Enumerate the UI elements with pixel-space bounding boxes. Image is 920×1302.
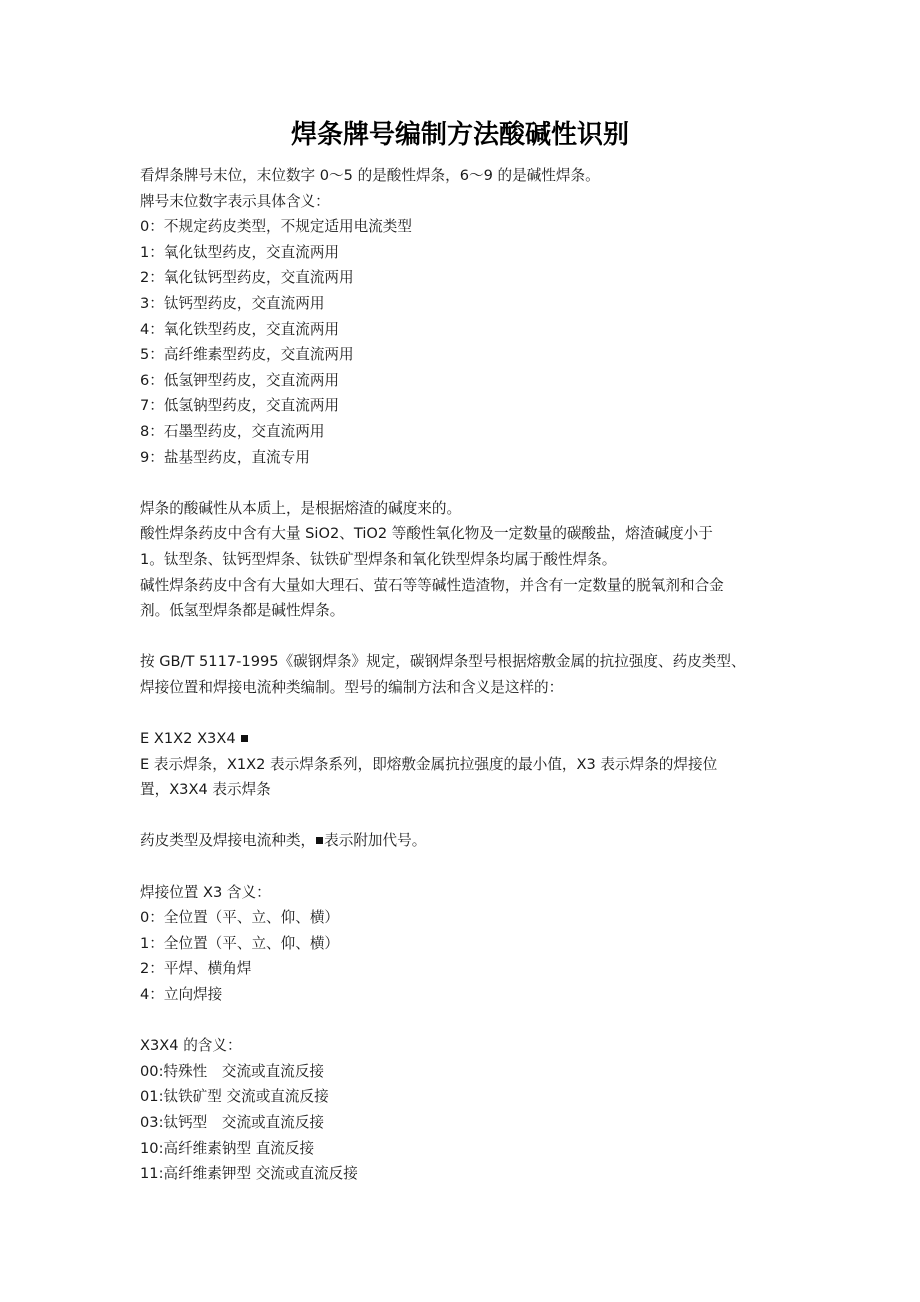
list-item: 00:特殊性 交流或直流反接 [140, 1062, 325, 1080]
paragraph-line: 按 GB/T 5117-1995《碳钢焊条》规定，碳钢焊条型号根据熔敷金属的抗拉强度、药皮类型、 [140, 653, 746, 671]
list-item: 3：钛钙型药皮，交直流两用 [140, 294, 325, 312]
list-item: 03:钛钙型 交流或直流反接 [140, 1113, 325, 1131]
spacer [140, 803, 790, 829]
list-item: 7：低氢钠型药皮，交直流两用 [140, 397, 340, 415]
list-item: 2：平焊、横角焊 [140, 960, 252, 978]
continuation-text-end: 表示附加代号。 [324, 832, 427, 850]
paragraph-line: 剂。低氢型焊条都是碱性焊条。 [140, 602, 345, 620]
spacer [140, 700, 790, 726]
list-item: 11:高纤维素钾型 交流或直流反接 [140, 1165, 358, 1183]
list-item: 5：高纤维素型药皮，交直流两用 [140, 346, 354, 364]
list-item: 9：盐基型药皮，直流专用 [140, 448, 310, 466]
formula-text: E X1X2 X3X4 [140, 730, 241, 748]
list-item: 4：氧化铁型药皮，交直流两用 [140, 320, 340, 338]
spacer [140, 624, 790, 650]
list-item: 8：石墨型药皮，交直流两用 [140, 422, 325, 440]
intro-paragraph: 看焊条牌号末位，末位数字 0～5 的是酸性焊条，6～9 的是碱性焊条。 [140, 167, 600, 184]
paragraph-line: 碱性焊条药皮中含有大量如大理石、萤石等等碱性造渣物，并含有一定数量的脱氧剂和合金 [140, 576, 724, 594]
list-item: 01:钛铁矿型 交流或直流反接 [140, 1088, 329, 1106]
formula-line [140, 726, 790, 752]
paragraph-line: 置，X3X4 表示焊条 [140, 781, 271, 799]
continuation-text: 药皮类型及焊接电流种类， [140, 832, 316, 850]
section-heading: X3X4 的含义： [140, 1037, 242, 1055]
paragraph-line: 1。钛型条、钛钙型焊条、钛铁矿型焊条和氧化铁型焊条均属于酸性焊条。 [140, 550, 617, 568]
paragraph-line: 焊条的酸碱性从本质上，是根据熔渣的碱度来的。 [140, 499, 462, 517]
list-item: 2：氧化钛钙型药皮，交直流两用 [140, 269, 354, 287]
list-item: 1：氧化钛型药皮，交直流两用 [140, 243, 340, 261]
spacer [140, 1008, 790, 1034]
list-item: 0：全位置（平、立、仰、横） [140, 909, 340, 927]
list-heading: 牌号末位数字表示具体含义： [140, 192, 330, 210]
list-item: 0：不规定药皮类型，不规定适用电流类型 [140, 218, 412, 236]
square-mark-icon [316, 837, 323, 844]
document-body [140, 163, 790, 1187]
spacer [140, 854, 790, 880]
paragraph-line: 酸性焊条药皮中含有大量 SiO2、TiO2 等酸性氧化物及一定数量的碳酸盐，熔渣碱度小于 [140, 525, 713, 543]
section-heading: 焊接位置 X3 含义： [140, 883, 271, 901]
list-item: 1：全位置（平、立、仰、横） [140, 934, 340, 952]
paragraph-line: 焊接位置和焊接电流种类编制。型号的编制方法和含义是这样的： [140, 678, 564, 696]
square-mark-icon [241, 735, 248, 742]
paragraph-line: E 表示焊条，X1X2 表示焊条系列，即熔敷金属抗拉强度的最小值，X3 表示焊条的焊接位 [140, 755, 718, 773]
list-item: 4：立向焊接 [140, 986, 223, 1003]
spacer [140, 470, 790, 496]
list-item: 6：低氢钾型药皮，交直流两用 [140, 371, 340, 389]
continuation-line [140, 828, 790, 854]
list-item: 10:高纤维素钠型 直流反接 [140, 1139, 315, 1157]
document-title: 焊条牌号编制方法酸碱性识别 [290, 120, 629, 150]
